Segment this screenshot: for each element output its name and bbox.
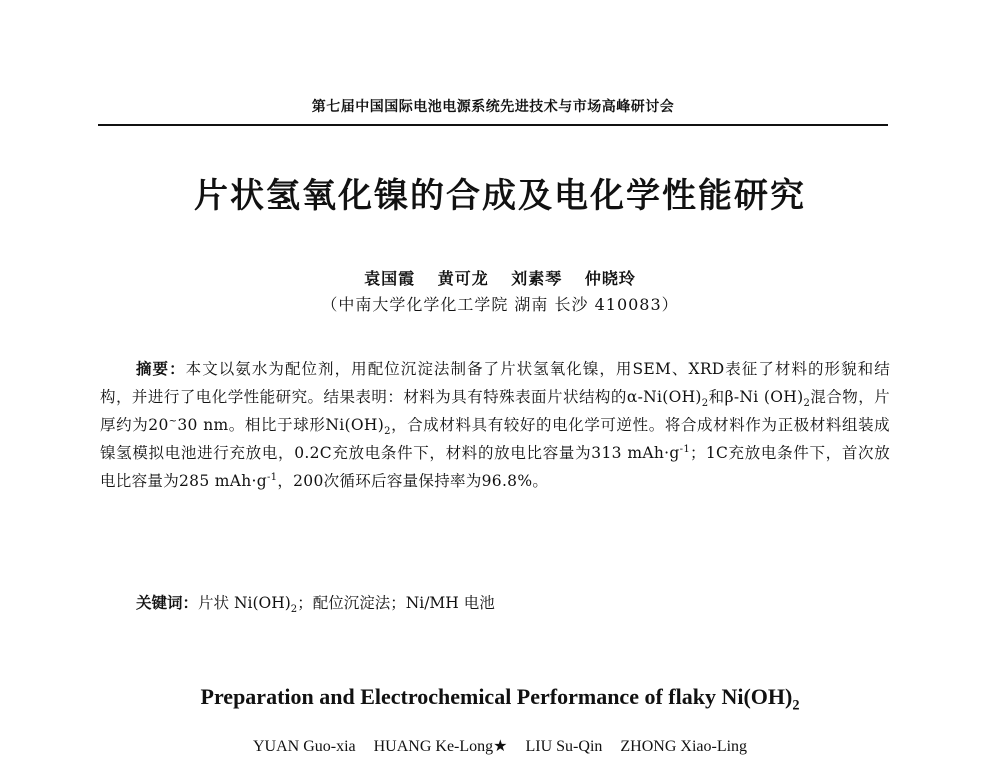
- abstract-text: 30 nm。相比于球形Ni(OH): [177, 416, 385, 434]
- abstract-text: 和β-Ni (OH): [708, 388, 804, 406]
- superscript: -1: [679, 443, 691, 455]
- english-title-text: Preparation and Electrochemical Performance of flaky Ni(OH): [200, 684, 793, 709]
- superscript: -1: [266, 471, 278, 483]
- header-divider: [98, 124, 888, 126]
- subscript: 2: [792, 697, 800, 714]
- chinese-title: 片状氢氧化镍的合成及电化学性能研究: [194, 176, 806, 216]
- abstract-text: ，合成材料具有较好的电化学可逆性。将合成材料作为正极材料组装成镍氢模拟电池进行充放电，0.2C充放电条件下，材料的放电比容量为313 mAh·g: [100, 416, 890, 462]
- subscript: 2: [701, 398, 709, 410]
- subscript: 2: [803, 398, 811, 410]
- subscript: 2: [290, 604, 298, 616]
- chinese-affiliation: （中南大学化学化工学院 湖南 长沙 410083）: [321, 295, 679, 314]
- keywords-text: 片状 Ni(OH): [198, 594, 291, 612]
- abstract-text: 混合物，片厚约为20: [100, 388, 890, 434]
- author-cn: 袁国霞: [364, 269, 416, 288]
- english-authors: [0, 736, 1000, 756]
- author-en: LIU Su-Qin: [525, 738, 603, 755]
- abstract-text: ，200次循环后容量保持率为96.8%。: [277, 472, 549, 490]
- abstract-text: ；1C充放电条件下，首次放电比容量为285 mAh·g: [100, 444, 891, 490]
- abstract: [100, 355, 890, 495]
- author-en: ZHONG Xiao-Ling: [620, 738, 748, 755]
- keywords: [136, 590, 886, 616]
- author-cn: 仲晓玲: [584, 269, 636, 288]
- subscript: 2: [384, 426, 391, 438]
- abstract-label: 摘要：: [136, 359, 186, 378]
- author-cn: 刘素琴: [511, 269, 563, 288]
- english-title: [0, 684, 1000, 714]
- chinese-authors: [0, 266, 1000, 289]
- abstract-text: 本文以氨水为配位剂，用配位沉淀法制备了片状氢氧化镍，用SEM、XRD表征了材料的形貌和结构，并进行了电化学性能研究。结果表明：材料为具有特殊表面片状结构的α-Ni(OH): [100, 360, 891, 406]
- tilde-mark: ~: [168, 415, 178, 427]
- abstract-paragraph: [100, 355, 890, 495]
- keywords-label: 关键词：: [136, 593, 199, 612]
- author-en: HUANG Ke-Long★: [373, 738, 508, 755]
- conference-header: 第七届中国国际电池电源系统先进技术与市场高峰研讨会: [311, 99, 675, 115]
- author-en: YUAN Guo-xia: [252, 738, 356, 755]
- keywords-text: ；配位沉淀法；Ni/MH 电池: [297, 594, 495, 612]
- author-cn: 黄可龙: [437, 269, 489, 288]
